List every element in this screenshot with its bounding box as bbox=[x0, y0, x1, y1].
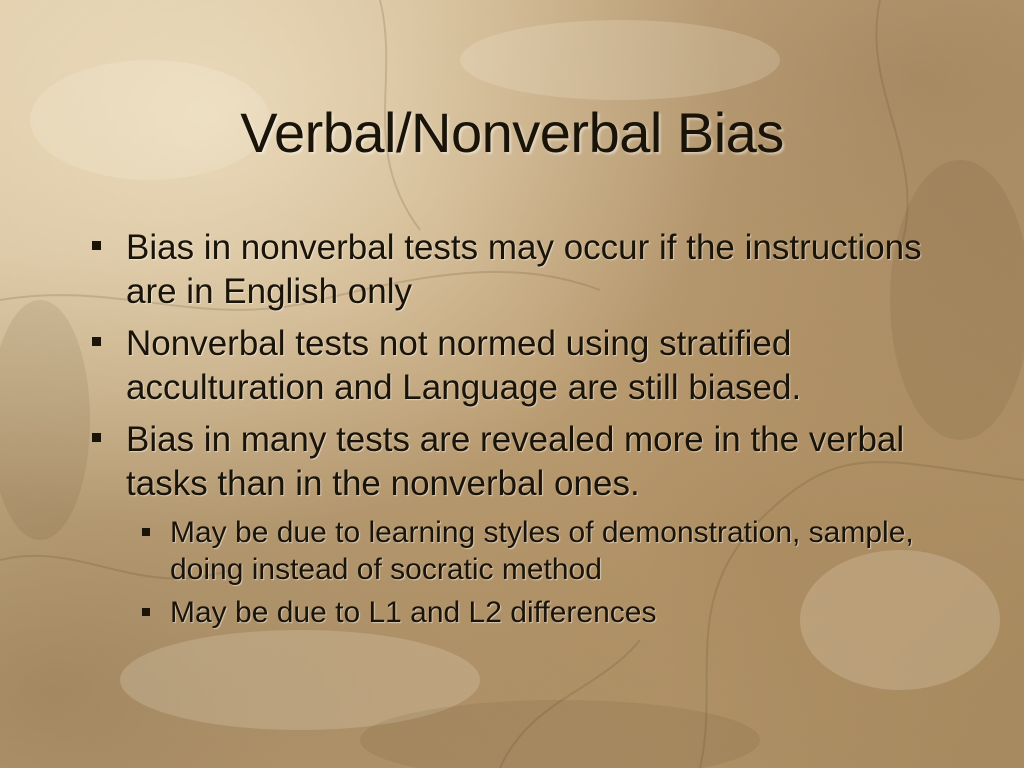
sub-bullet-item bbox=[88, 514, 928, 588]
bullet-item bbox=[88, 418, 928, 506]
bullet-list bbox=[88, 226, 928, 637]
bullet-text: Bias in nonverbal tests may occur if the instructions are in English only bbox=[126, 228, 922, 311]
sub-bullet-text: May be due to learning styles of demonstration, sample, doing instead of socratic method bbox=[170, 516, 914, 586]
bullet-text: Nonverbal tests not normed using stratified acculturation and Language are still biased. bbox=[126, 324, 802, 407]
sub-bullet-text: May be due to L1 and L2 differences bbox=[170, 596, 657, 629]
square-bullet-icon bbox=[92, 433, 101, 442]
square-bullet-icon bbox=[92, 337, 101, 346]
square-bullet-icon bbox=[142, 608, 150, 616]
sub-bullet-item bbox=[88, 594, 928, 631]
square-bullet-icon bbox=[92, 241, 101, 250]
bullet-item bbox=[88, 226, 928, 314]
slide-title: Verbal/Nonverbal Bias bbox=[240, 101, 784, 164]
square-bullet-icon bbox=[142, 528, 150, 536]
bullet-text: Bias in many tests are revealed more in the verbal tasks than in the nonverbal ones. bbox=[126, 420, 905, 503]
bullet-item bbox=[88, 322, 928, 410]
